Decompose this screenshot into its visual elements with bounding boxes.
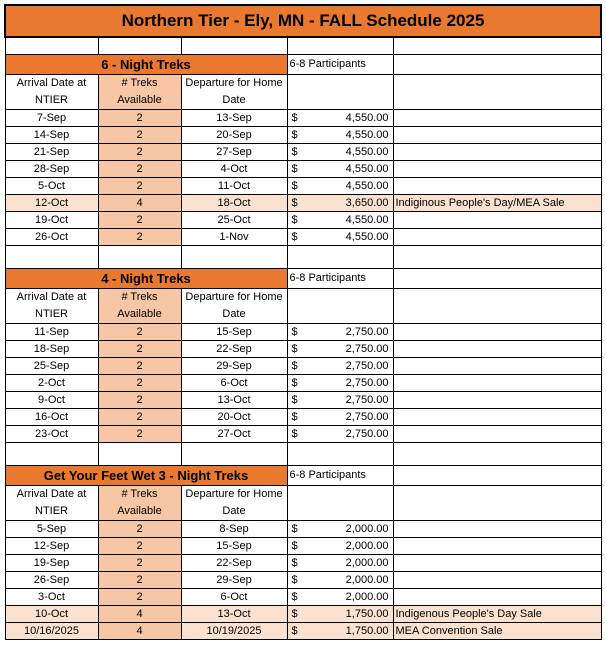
arrival-date: 11-Sep bbox=[5, 324, 98, 341]
treks-available: 2 bbox=[98, 392, 181, 409]
table-row bbox=[5, 392, 601, 409]
empty-cell bbox=[393, 466, 601, 486]
row-note bbox=[393, 324, 601, 341]
price-header bbox=[287, 75, 393, 110]
table-row bbox=[5, 110, 601, 127]
spacer-row bbox=[5, 246, 601, 269]
table-row bbox=[5, 589, 601, 606]
treks-available: 2 bbox=[98, 538, 181, 555]
arrival-date: 26-Sep bbox=[5, 572, 98, 589]
row-note bbox=[393, 572, 601, 589]
empty-cell bbox=[181, 443, 287, 466]
price: 4,550.00 bbox=[309, 110, 393, 127]
arrival-date: 10/16/2025 bbox=[5, 623, 98, 640]
price: 2,750.00 bbox=[309, 324, 393, 341]
departure-date: 18-Oct bbox=[181, 195, 287, 212]
empty-cell bbox=[393, 37, 601, 55]
price: 4,550.00 bbox=[309, 127, 393, 144]
note-header bbox=[393, 486, 601, 521]
departure-date: 15-Sep bbox=[181, 538, 287, 555]
departure-date: 10/19/2025 bbox=[181, 623, 287, 640]
column-header-row bbox=[5, 75, 601, 110]
departure-date: 27-Sep bbox=[181, 144, 287, 161]
participants-label: 6-8 Participants bbox=[287, 466, 393, 486]
currency-symbol: $ bbox=[287, 426, 309, 443]
departure-date: 13-Oct bbox=[181, 606, 287, 623]
price: 4,550.00 bbox=[309, 229, 393, 246]
treks-available: 4 bbox=[98, 606, 181, 623]
note-header bbox=[393, 289, 601, 324]
departure-date: 15-Sep bbox=[181, 324, 287, 341]
treks-available: 2 bbox=[98, 341, 181, 358]
price: 2,750.00 bbox=[309, 375, 393, 392]
row-note bbox=[393, 110, 601, 127]
table-row bbox=[5, 144, 601, 161]
table-row bbox=[5, 623, 601, 640]
empty-cell bbox=[287, 37, 393, 55]
column-header-row bbox=[5, 289, 601, 324]
departure-date: 6-Oct bbox=[181, 589, 287, 606]
currency-symbol: $ bbox=[287, 572, 309, 589]
treks-available: 2 bbox=[98, 212, 181, 229]
participants-label: 6-8 Participants bbox=[287, 269, 393, 289]
row-note bbox=[393, 161, 601, 178]
table-row bbox=[5, 375, 601, 392]
empty-cell bbox=[181, 37, 287, 55]
treks-available: 2 bbox=[98, 409, 181, 426]
arrival-date: 5-Oct bbox=[5, 178, 98, 195]
departure-date: 4-Oct bbox=[181, 161, 287, 178]
arrival-header: Arrival Date at NTIER bbox=[5, 289, 98, 324]
empty-cell bbox=[181, 246, 287, 269]
row-note bbox=[393, 521, 601, 538]
table-row bbox=[5, 606, 601, 623]
price: 2,000.00 bbox=[309, 572, 393, 589]
currency-symbol: $ bbox=[287, 589, 309, 606]
arrival-date: 26-Oct bbox=[5, 229, 98, 246]
arrival-header: Arrival Date at NTIER bbox=[5, 486, 98, 521]
treks-available: 2 bbox=[98, 127, 181, 144]
arrival-date: 23-Oct bbox=[5, 426, 98, 443]
row-note bbox=[393, 426, 601, 443]
departure-date: 22-Sep bbox=[181, 555, 287, 572]
currency-symbol: $ bbox=[287, 538, 309, 555]
arrival-date: 14-Sep bbox=[5, 127, 98, 144]
treks-available: 2 bbox=[98, 229, 181, 246]
empty-cell bbox=[393, 55, 601, 75]
section-title: 4 - Night Treks bbox=[5, 269, 287, 289]
row-note bbox=[393, 178, 601, 195]
currency-symbol: $ bbox=[287, 409, 309, 426]
section-title: 6 - Night Treks bbox=[5, 55, 287, 75]
price: 2,750.00 bbox=[309, 392, 393, 409]
arrival-date: 12-Oct bbox=[5, 195, 98, 212]
section-header-row bbox=[5, 269, 601, 289]
currency-symbol: $ bbox=[287, 178, 309, 195]
price: 4,550.00 bbox=[309, 212, 393, 229]
row-note: MEA Convention Sale bbox=[393, 623, 601, 640]
arrival-date: 7-Sep bbox=[5, 110, 98, 127]
departure-date: 29-Sep bbox=[181, 358, 287, 375]
departure-date: 6-Oct bbox=[181, 375, 287, 392]
table-row bbox=[5, 229, 601, 246]
arrival-date: 16-Oct bbox=[5, 409, 98, 426]
price: 4,550.00 bbox=[309, 178, 393, 195]
arrival-date: 25-Sep bbox=[5, 358, 98, 375]
title-row bbox=[5, 5, 601, 37]
departure-date: 20-Sep bbox=[181, 127, 287, 144]
treks-header: # Treks Available bbox=[98, 486, 181, 521]
section-header-row bbox=[5, 466, 601, 486]
row-note bbox=[393, 409, 601, 426]
table-row bbox=[5, 572, 601, 589]
section-title: Get Your Feet Wet 3 - Night Treks bbox=[5, 466, 287, 486]
arrival-date: 10-Oct bbox=[5, 606, 98, 623]
treks-available: 2 bbox=[98, 110, 181, 127]
arrival-date: 28-Sep bbox=[5, 161, 98, 178]
currency-symbol: $ bbox=[287, 212, 309, 229]
departure-header: Departure for Home Date bbox=[181, 486, 287, 521]
treks-available: 2 bbox=[98, 521, 181, 538]
table-row bbox=[5, 538, 601, 555]
arrival-date: 21-Sep bbox=[5, 144, 98, 161]
price-header bbox=[287, 289, 393, 324]
departure-date: 29-Sep bbox=[181, 572, 287, 589]
departure-date: 27-Oct bbox=[181, 426, 287, 443]
price: 1,750.00 bbox=[309, 623, 393, 640]
table-row bbox=[5, 358, 601, 375]
page-title: Northern Tier - Ely, MN - FALL Schedule 2025 bbox=[5, 5, 601, 37]
row-note bbox=[393, 392, 601, 409]
treks-available: 2 bbox=[98, 589, 181, 606]
section-header-row bbox=[5, 55, 601, 75]
row-note bbox=[393, 538, 601, 555]
price: 2,000.00 bbox=[309, 589, 393, 606]
currency-symbol: $ bbox=[287, 358, 309, 375]
empty-cell bbox=[393, 443, 601, 466]
empty-cell bbox=[5, 443, 98, 466]
price: 4,550.00 bbox=[309, 144, 393, 161]
table-row bbox=[5, 555, 601, 572]
row-note bbox=[393, 127, 601, 144]
treks-available: 2 bbox=[98, 144, 181, 161]
treks-available: 2 bbox=[98, 358, 181, 375]
departure-date: 20-Oct bbox=[181, 409, 287, 426]
empty-cell bbox=[5, 37, 98, 55]
participants-label: 6-8 Participants bbox=[287, 55, 393, 75]
currency-symbol: $ bbox=[287, 375, 309, 392]
price: 2,000.00 bbox=[309, 538, 393, 555]
table-row bbox=[5, 521, 601, 538]
treks-available: 2 bbox=[98, 324, 181, 341]
price: 2,000.00 bbox=[309, 521, 393, 538]
table-row bbox=[5, 409, 601, 426]
departure-date: 13-Oct bbox=[181, 392, 287, 409]
arrival-date: 19-Sep bbox=[5, 555, 98, 572]
currency-symbol: $ bbox=[287, 324, 309, 341]
row-note: Indigenous People's Day Sale bbox=[393, 606, 601, 623]
departure-date: 13-Sep bbox=[181, 110, 287, 127]
spacer-row bbox=[5, 443, 601, 466]
row-note bbox=[393, 144, 601, 161]
arrival-date: 12-Sep bbox=[5, 538, 98, 555]
treks-available: 2 bbox=[98, 375, 181, 392]
price: 2,750.00 bbox=[309, 426, 393, 443]
arrival-date: 9-Oct bbox=[5, 392, 98, 409]
treks-available: 2 bbox=[98, 555, 181, 572]
row-note: Indiginous People's Day/MEA Sale bbox=[393, 195, 601, 212]
arrival-date: 18-Sep bbox=[5, 341, 98, 358]
currency-symbol: $ bbox=[287, 195, 309, 212]
row-note bbox=[393, 375, 601, 392]
price: 2,750.00 bbox=[309, 409, 393, 426]
table-row bbox=[5, 341, 601, 358]
table-row bbox=[5, 161, 601, 178]
currency-symbol: $ bbox=[287, 161, 309, 178]
arrival-date: 3-Oct bbox=[5, 589, 98, 606]
price-header bbox=[287, 486, 393, 521]
departure-header: Departure for Home Date bbox=[181, 289, 287, 324]
empty-cell bbox=[98, 443, 181, 466]
currency-symbol: $ bbox=[287, 606, 309, 623]
table-row bbox=[5, 324, 601, 341]
price: 3,650.00 bbox=[309, 195, 393, 212]
price: 1,750.00 bbox=[309, 606, 393, 623]
table-row bbox=[5, 178, 601, 195]
table-row bbox=[5, 426, 601, 443]
price: 4,550.00 bbox=[309, 161, 393, 178]
table-row bbox=[5, 195, 601, 212]
treks-available: 2 bbox=[98, 426, 181, 443]
currency-symbol: $ bbox=[287, 392, 309, 409]
price: 2,750.00 bbox=[309, 358, 393, 375]
currency-symbol: $ bbox=[287, 229, 309, 246]
currency-symbol: $ bbox=[287, 127, 309, 144]
empty-cell bbox=[393, 269, 601, 289]
price: 2,750.00 bbox=[309, 341, 393, 358]
treks-available: 4 bbox=[98, 623, 181, 640]
note-header bbox=[393, 75, 601, 110]
departure-date: 25-Oct bbox=[181, 212, 287, 229]
treks-available: 2 bbox=[98, 178, 181, 195]
empty-cell bbox=[5, 246, 98, 269]
spacer-row bbox=[5, 37, 601, 55]
row-note bbox=[393, 229, 601, 246]
currency-symbol: $ bbox=[287, 521, 309, 538]
arrival-date: 5-Sep bbox=[5, 521, 98, 538]
table-row bbox=[5, 212, 601, 229]
empty-cell bbox=[98, 37, 181, 55]
treks-header: # Treks Available bbox=[98, 75, 181, 110]
column-header-row bbox=[5, 486, 601, 521]
schedule-sheet bbox=[4, 4, 602, 640]
treks-available: 2 bbox=[98, 572, 181, 589]
row-note bbox=[393, 589, 601, 606]
currency-symbol: $ bbox=[287, 555, 309, 572]
departure-date: 1-Nov bbox=[181, 229, 287, 246]
row-note bbox=[393, 555, 601, 572]
table-row bbox=[5, 127, 601, 144]
currency-symbol: $ bbox=[287, 110, 309, 127]
treks-header: # Treks Available bbox=[98, 289, 181, 324]
empty-cell bbox=[287, 443, 393, 466]
arrival-date: 2-Oct bbox=[5, 375, 98, 392]
departure-date: 22-Sep bbox=[181, 341, 287, 358]
currency-symbol: $ bbox=[287, 341, 309, 358]
currency-symbol: $ bbox=[287, 144, 309, 161]
empty-cell bbox=[393, 246, 601, 269]
row-note bbox=[393, 341, 601, 358]
row-note bbox=[393, 212, 601, 229]
price: 2,000.00 bbox=[309, 555, 393, 572]
treks-available: 4 bbox=[98, 195, 181, 212]
arrival-header: Arrival Date at NTIER bbox=[5, 75, 98, 110]
empty-cell bbox=[287, 246, 393, 269]
departure-date: 11-Oct bbox=[181, 178, 287, 195]
arrival-date: 19-Oct bbox=[5, 212, 98, 229]
departure-date: 8-Sep bbox=[181, 521, 287, 538]
departure-header: Departure for Home Date bbox=[181, 75, 287, 110]
currency-symbol: $ bbox=[287, 623, 309, 640]
treks-available: 2 bbox=[98, 161, 181, 178]
row-note bbox=[393, 358, 601, 375]
empty-cell bbox=[98, 246, 181, 269]
